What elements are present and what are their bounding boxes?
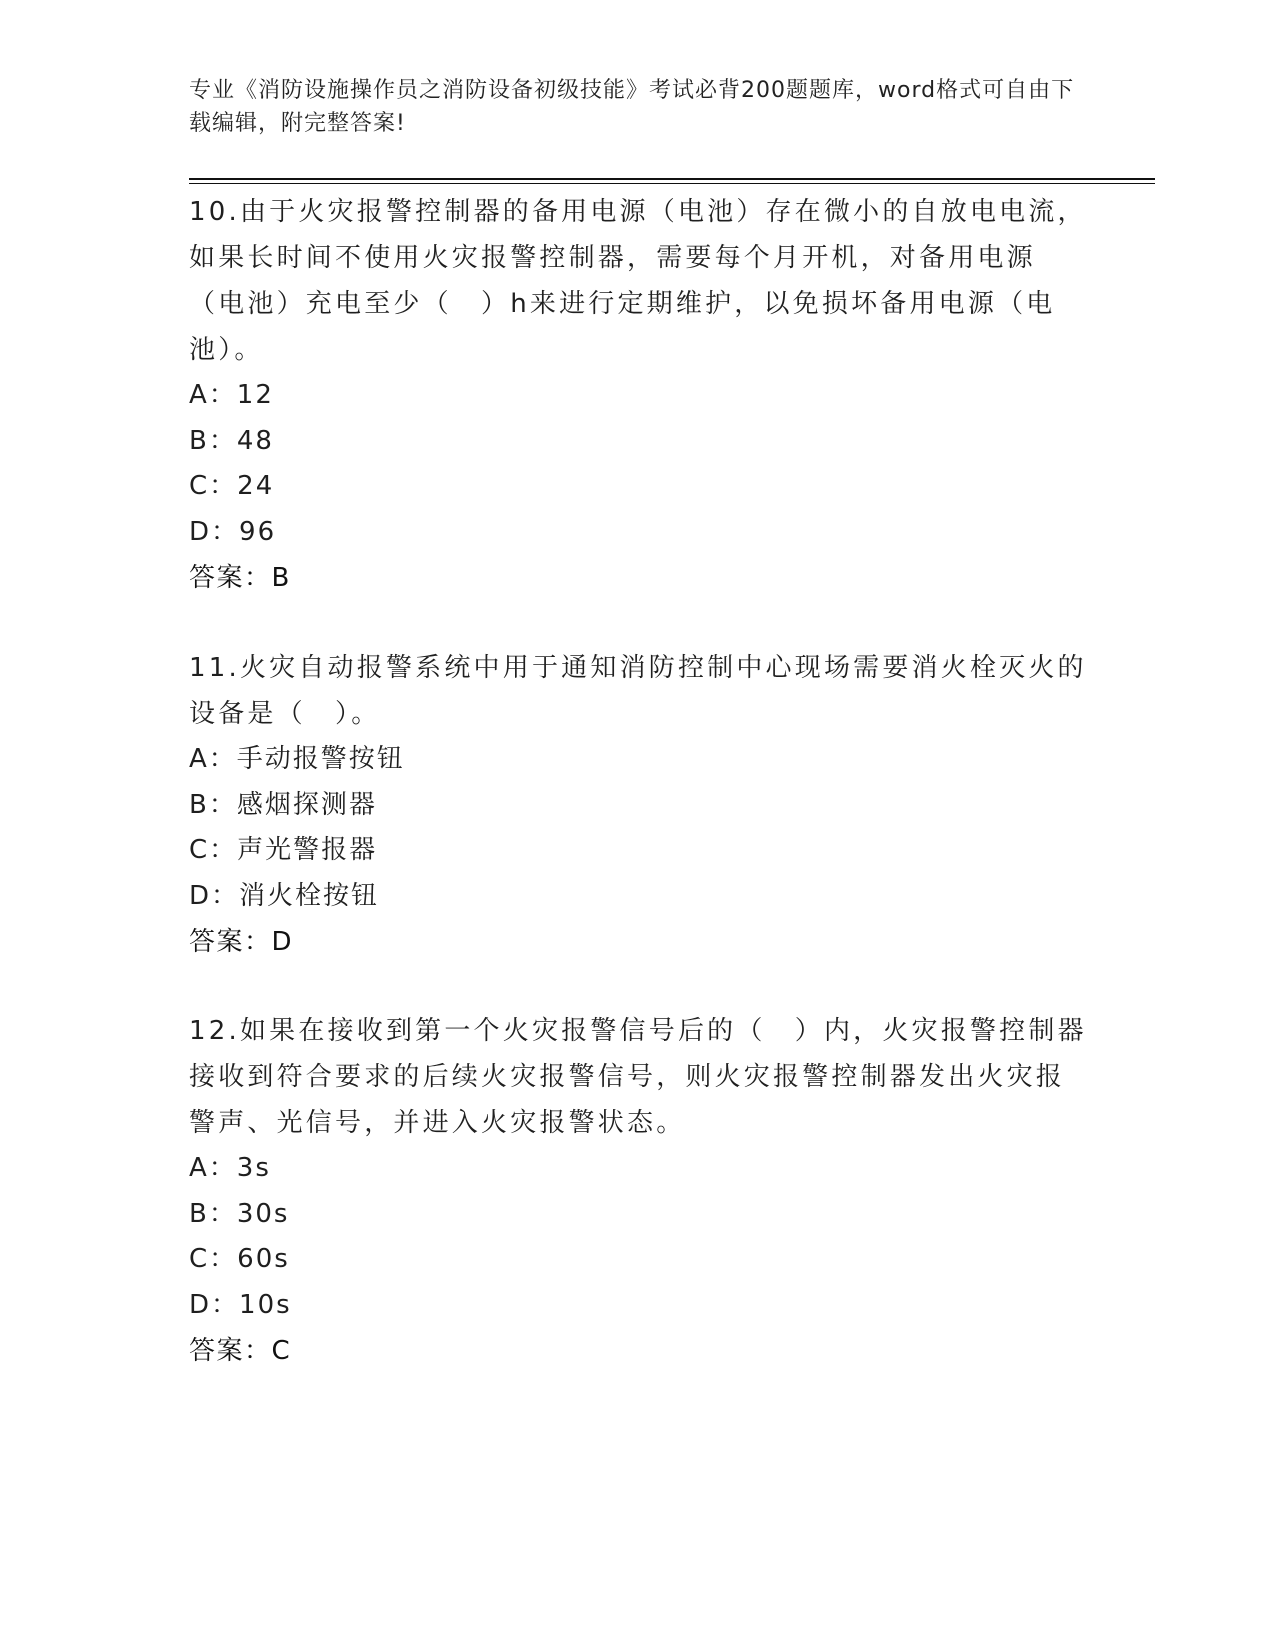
option-b: B：感烟探测器 (189, 789, 377, 820)
option-c: C：声光警报器 (189, 835, 378, 865)
option-d: D：10s (189, 1289, 292, 1320)
question-12 (189, 1008, 1089, 1374)
option-c: C：60s (189, 1244, 290, 1274)
document-header: 专业《消防设施操作员之消防设备初级技能》考试必背200题题库，word格式可自由下载编辑，附完整答案! (189, 78, 1075, 136)
option-c: C：24 (189, 471, 275, 501)
option-b: B：48 (189, 425, 274, 456)
option-d: D：消火栓按钮 (189, 880, 380, 911)
question-stem: 10.由于火灾报警控制器的备用电源（电池）存在微小的自放电电流，如果长时间不使用火灾报警控制器，需要每个月开机，对备用电源（电池）充电至少（ ）h来进行定期维护，以免损坏备用电源（电池）。 (189, 197, 1087, 365)
question-10 (189, 189, 1089, 601)
option-d: D：96 (189, 516, 277, 547)
option-b: B：30s (189, 1198, 290, 1229)
answer-line: 答案：C (189, 1336, 292, 1366)
answer-line: 答案：D (189, 927, 294, 957)
question-stem: 11.火灾自动报警系统中用于通知消防控制中心现场需要消火栓灭火的设备是（ ）。 (189, 653, 1087, 729)
option-a: A：3s (189, 1153, 271, 1183)
answer-line: 答案：B (189, 563, 291, 593)
question-stem: 12.如果在接收到第一个火灾报警信号后的（ ）内，火灾报警控制器接收到符合要求的后续火灾报警信号，则火灾报警控制器发出火灾报警声、光信号，并进入火灾报警状态。 (189, 1016, 1087, 1138)
header-divider (189, 178, 1155, 184)
question-11 (189, 645, 1089, 965)
option-a: A：12 (189, 380, 274, 410)
option-a: A：手动报警按钮 (189, 744, 405, 774)
